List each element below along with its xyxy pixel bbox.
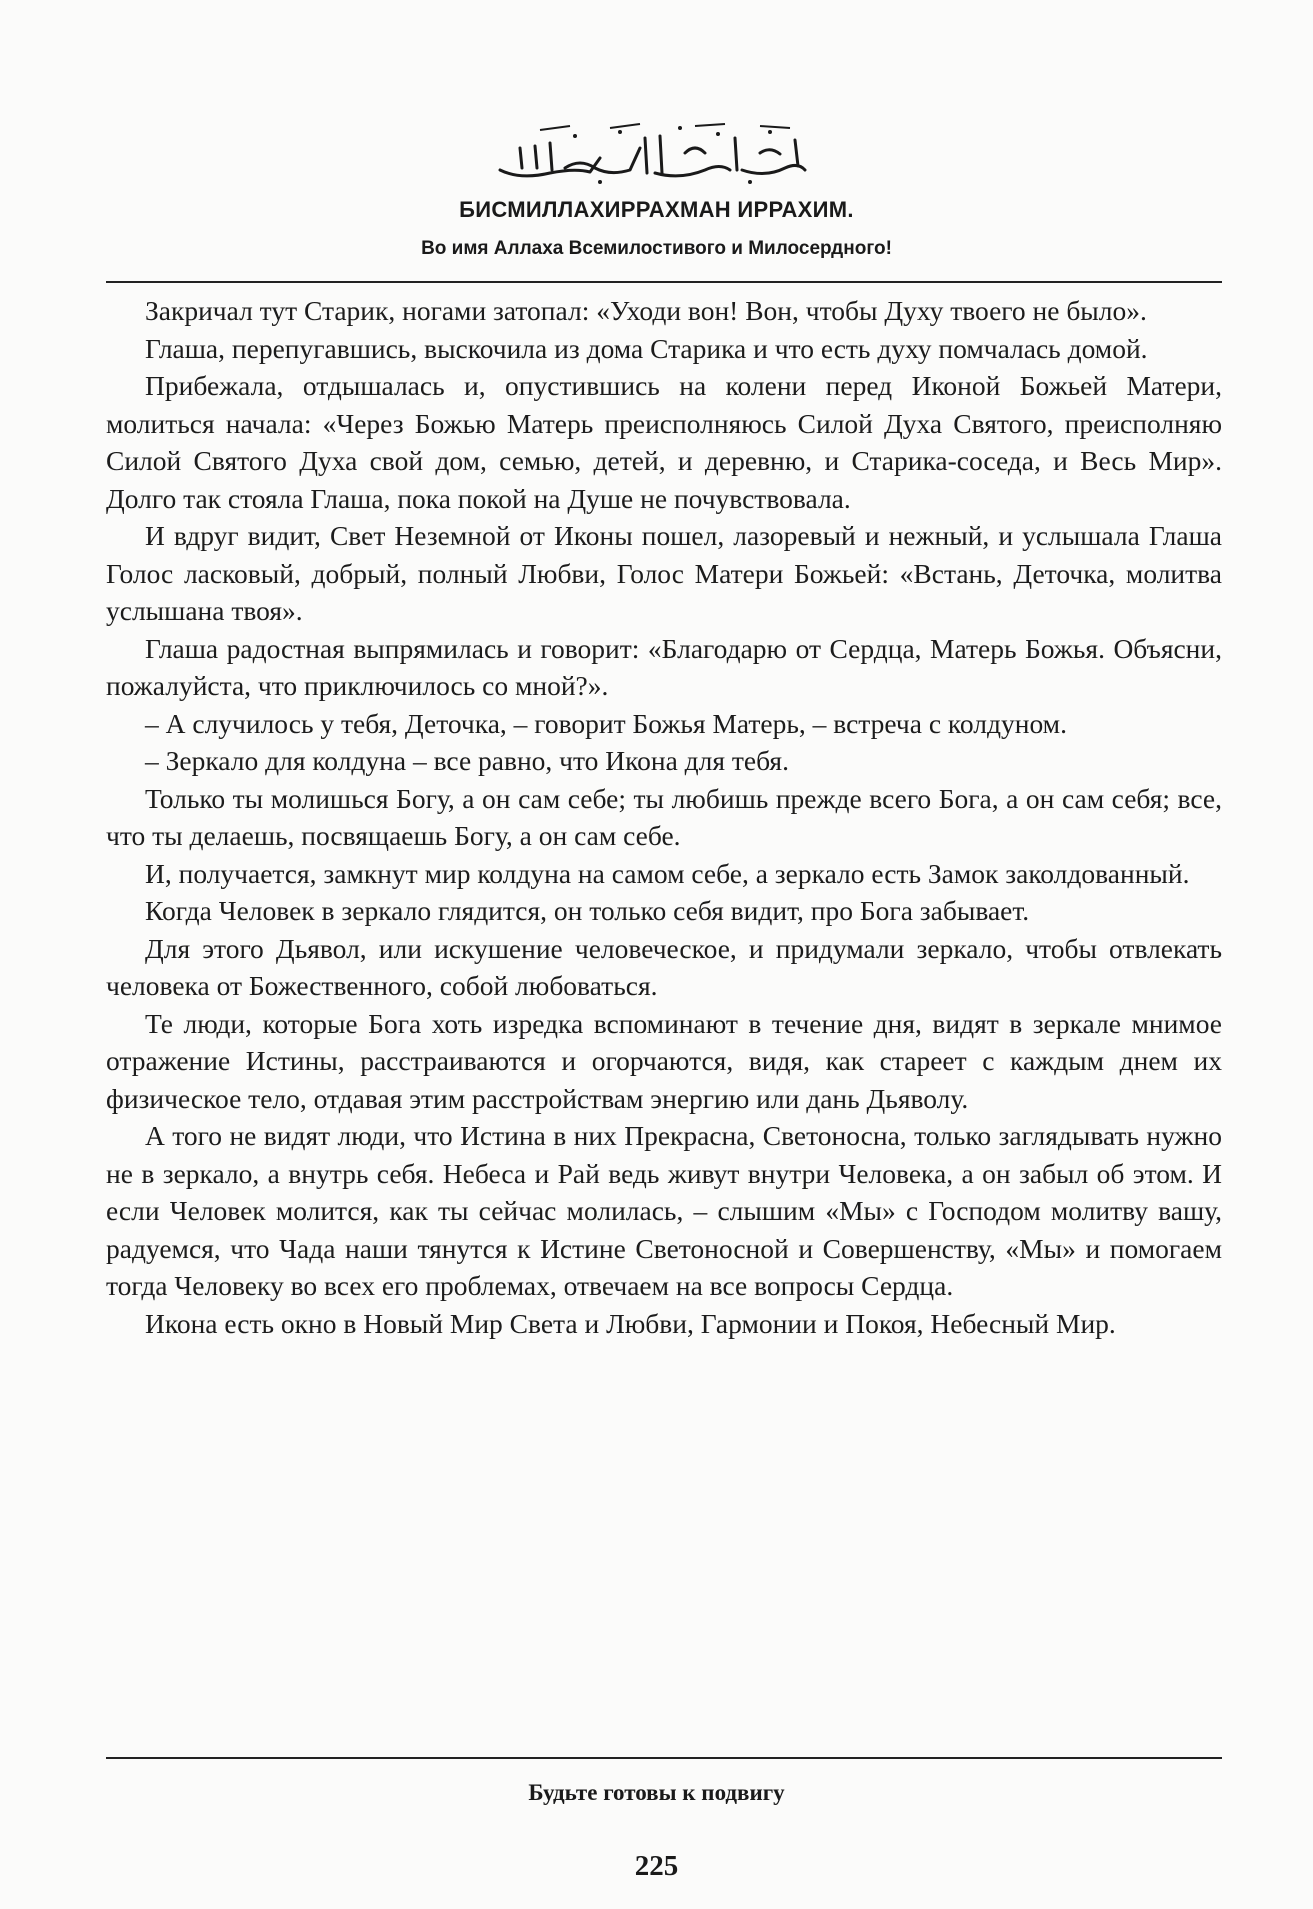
- page-number: 225: [634, 1850, 679, 1882]
- bismillah-calligraphy: [480, 118, 820, 188]
- paragraph: Только ты молишься Богу, а он сам себе; ты любишь прежде всего Бога, а он сам себя; все, что ты делаешь, посвящаешь Богу, а он сам себе.: [106, 782, 1222, 851]
- bottom-divider: [106, 1757, 1222, 1759]
- paragraph: – А случилось у тебя, Деточка, – говорит Божья Матерь, – встреча с колдуном.: [145, 707, 1067, 739]
- paragraph: Глаша радостная выпрямилась и говорит: «Благодарю от Сердца, Матерь Божья. Объясни, пожалуйста, что приключилось со мной?».: [106, 632, 1222, 701]
- paragraph: И вдруг видит, Свет Неземной от Иконы пошел, лазоревый и нежный, и услышала Глаша Голос ласковый, добрый, полный Любви, Голос Матери Божьей: «Встань, Деточка, молитва услышана твоя».: [106, 520, 1222, 626]
- top-divider: [106, 281, 1222, 283]
- paragraph: А того не видят люди, что Истина в них Прекрасна, Светоносна, только заглядывать нужно не в зеркало, а внутрь себя. Небеса и Рай ведь живут внутри Человека, а он забыл об этом. И если Человек молится, как ты сейчас молилась, – слышим «Мы» с Господом молитву вашу, радуемся, что Чада наши тянутся к Истине Светоносной и Совершенству, «Мы» и помогаем тогда Человеку во всех его проблемах, отвечаем на все вопросы Сердца.: [106, 1120, 1222, 1301]
- header-subtitle: Во имя Аллаха Всемилостивого и Милосердного!: [421, 238, 892, 259]
- paragraph: Икона есть окно в Новый Мир Света и Любви, Гармонии и Покоя, Небесный Мир.: [145, 1307, 1116, 1339]
- paragraph: Когда Человек в зеркало глядится, он только себя видит, про Бога забывает.: [145, 895, 1030, 926]
- paragraph: Закричал тут Старик, ногами затопал: «Уходи вон! Вон, чтобы Духу твоего не было».: [145, 295, 1147, 326]
- paragraph: Те люди, которые Бога хоть изредка вспоминают в течение дня, видят в зеркале мнимое отражение Истины, расстраиваются и огорчаются, видя, как стареет с каждым днем их физическое тело, отдавая этим расстройствам энергию или дань Дьяволу.: [106, 1007, 1222, 1114]
- footer-title: Будьте готовы к подвигу: [528, 1780, 785, 1805]
- paragraph: Глаша, перепугавшись, выскочила из дома Старика и что есть духу помчалась домой.: [145, 332, 1148, 364]
- calligraphy-image: [480, 118, 820, 188]
- paragraph: И, получается, замкнут мир колдуна на самом себе, а зеркало есть Замок заколдованный.: [145, 857, 1190, 889]
- paragraph: Прибежала, отдышалась и, опустившись на колени перед Иконой Божьей Матери, молиться начала: «Через Божью Матерь преисполняюсь Силой Духа Святого, преисполняю Силой Святого Духа свой дом, семью, детей, и деревню, и Старика-соседа, и Весь Мир». Долго так стояла Глаша, пока покой на Душе не почувствовала.: [106, 370, 1222, 514]
- body-text: [106, 292, 1222, 1342]
- paragraph: – Зеркало для колдуна – все равно, что Икона для тебя.: [145, 745, 789, 776]
- paragraph: Для этого Дьявол, или искушение человеческое, и придумали зеркало, чтобы отвлекать человека от Божественного, собой любоваться.: [106, 932, 1222, 1001]
- header-title: БИСМИЛЛАХИРРАХМАН ИРРАХИМ.: [459, 197, 854, 222]
